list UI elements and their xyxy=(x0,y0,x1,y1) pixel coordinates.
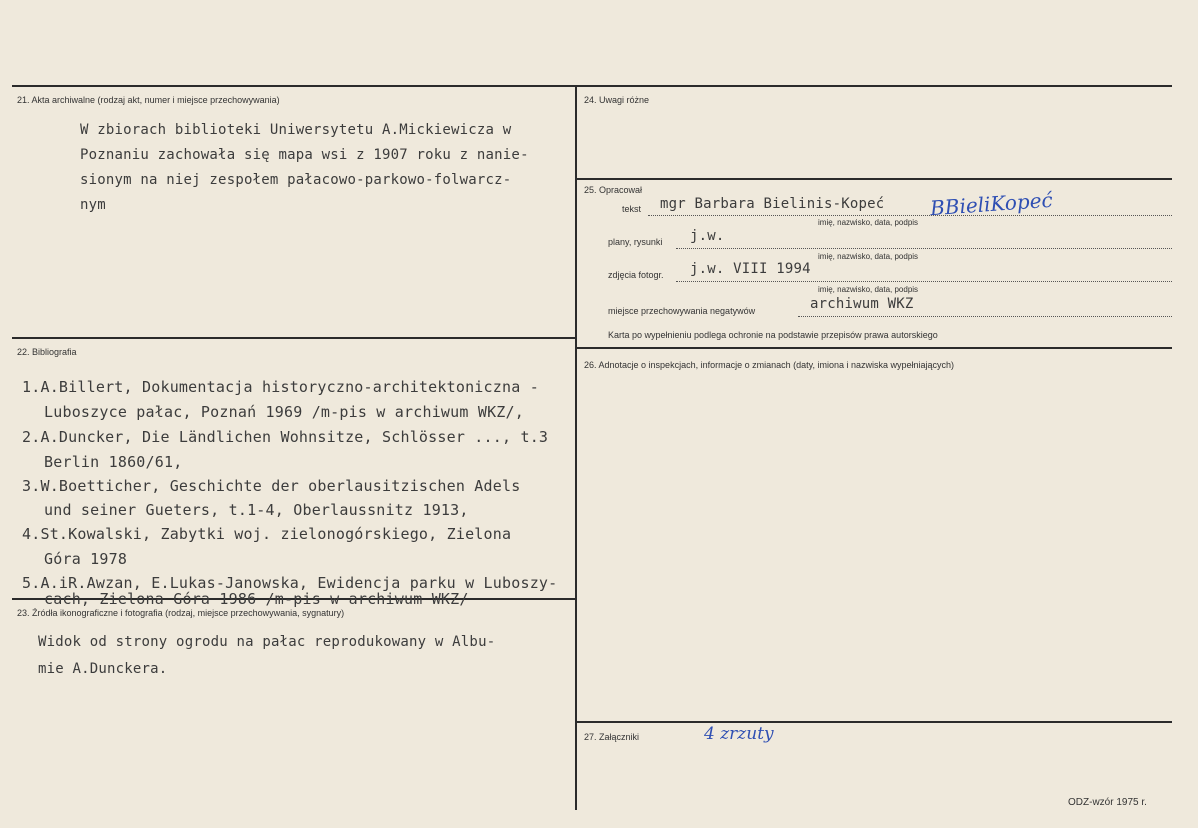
s23-line-2: mie A.Dunckera. xyxy=(38,661,168,677)
rule-26-27 xyxy=(577,721,1172,723)
tekst-value: mgr Barbara Bielinis-Kopeć xyxy=(660,196,885,212)
s22-line-7: 4.St.Kowalski, Zabytki woj. zielonogórskiego, Zielona xyxy=(22,525,512,543)
section-23-label: 23. Źródła ikonograficzne i fotografia (rodzaj, miejsce przechowywania, sygnatury) xyxy=(17,608,345,618)
plany-dotline xyxy=(676,248,1172,249)
section-22-label: 22. Bibliografia xyxy=(17,347,77,357)
rule-25-26 xyxy=(577,347,1172,349)
zdjecia-value: j.w. VIII 1994 xyxy=(690,261,811,277)
top-rule xyxy=(12,85,1172,87)
negatywy-label: miejsce przechowywania negatywów xyxy=(608,306,756,316)
zdjecia-label: zdjęcia fotogr. xyxy=(608,270,664,280)
s22-line-4: Berlin 1860/61, xyxy=(44,453,183,471)
s22-line-10: cach, Zielona Góra 1986 /m-pis w archiwum WKZ/ xyxy=(44,590,469,608)
s22-line-9: 5.A.iR.Awzan, E.Lukas-Janowska, Ewidencja parku w Luboszy- xyxy=(22,574,558,592)
s21-line-3: sionym na niej zespołem pałacowo-parkowo-folwarcz- xyxy=(80,172,512,188)
plany-hint: imię, nazwisko, data, podpis xyxy=(818,252,919,261)
rule-21-22 xyxy=(12,337,575,339)
s22-line-8: Góra 1978 xyxy=(44,550,128,568)
section-25-label: 25. Opracował xyxy=(584,185,643,195)
s22-line-5: 3.W.Boetticher, Geschichte der oberlausitzischen Adels xyxy=(22,477,521,495)
s21-line-4: nym xyxy=(80,197,106,213)
section-21-label: 21. Akta archiwalne (rodzaj akt, numer i miejsce przechowywania) xyxy=(17,95,280,105)
plany-label: plany, rysunki xyxy=(608,237,663,247)
tekst-label: tekst xyxy=(622,204,642,214)
center-divider xyxy=(575,85,577,810)
tekst-dotline xyxy=(648,215,1172,216)
s22-line-6: und seiner Gueters, t.1-4, Oberlaussnitz 1913, xyxy=(44,501,469,519)
rule-24-25 xyxy=(577,178,1172,180)
s21-line-1: W zbiorach biblioteki Uniwersytetu A.Mickiewicza w xyxy=(80,122,512,138)
s23-line-1: Widok od strony ogrodu na pałac reprodukowany w Albu- xyxy=(38,634,496,650)
section-26-label: 26. Adnotacje o inspekcjach, informacje o zmianach (daty, imiona i nazwiska wypełniających) xyxy=(584,360,955,370)
author-signature: BBieliKopeć xyxy=(929,187,1054,221)
form-footer: ODZ-wzór 1975 r. xyxy=(1068,797,1147,808)
tekst-hint: imię, nazwisko, data, podpis xyxy=(818,218,919,227)
karta-note: Karta po wypełnieniu podlega ochronie na podstawie przepisów prawa autorskiego xyxy=(608,330,938,340)
s22-line-3: 2.A.Duncker, Die Ländlichen Wohnsitze, Schlösser ..., t.3 xyxy=(22,428,549,446)
section-24-label: 24. Uwagi różne xyxy=(584,95,650,105)
attachments-value: 4 zrzuty xyxy=(704,724,774,744)
s22-line-2: Luboszyce pałac, Poznań 1969 /m-pis w archiwum WKZ/, xyxy=(44,403,524,421)
negatywy-dotline xyxy=(798,316,1172,317)
zdjecia-dotline xyxy=(676,281,1172,282)
s22-line-1: 1.A.Billert, Dokumentacja historyczno-architektoniczna - xyxy=(22,378,539,396)
plany-value: j.w. xyxy=(690,228,725,244)
negatywy-value: archiwum WKZ xyxy=(810,296,914,312)
section-27-label: 27. Załączniki xyxy=(584,732,640,742)
s21-line-2: Poznaniu zachowała się mapa wsi z 1907 roku z nanie- xyxy=(80,147,529,163)
zdjecia-hint: imię, nazwisko, data, podpis xyxy=(818,285,919,294)
